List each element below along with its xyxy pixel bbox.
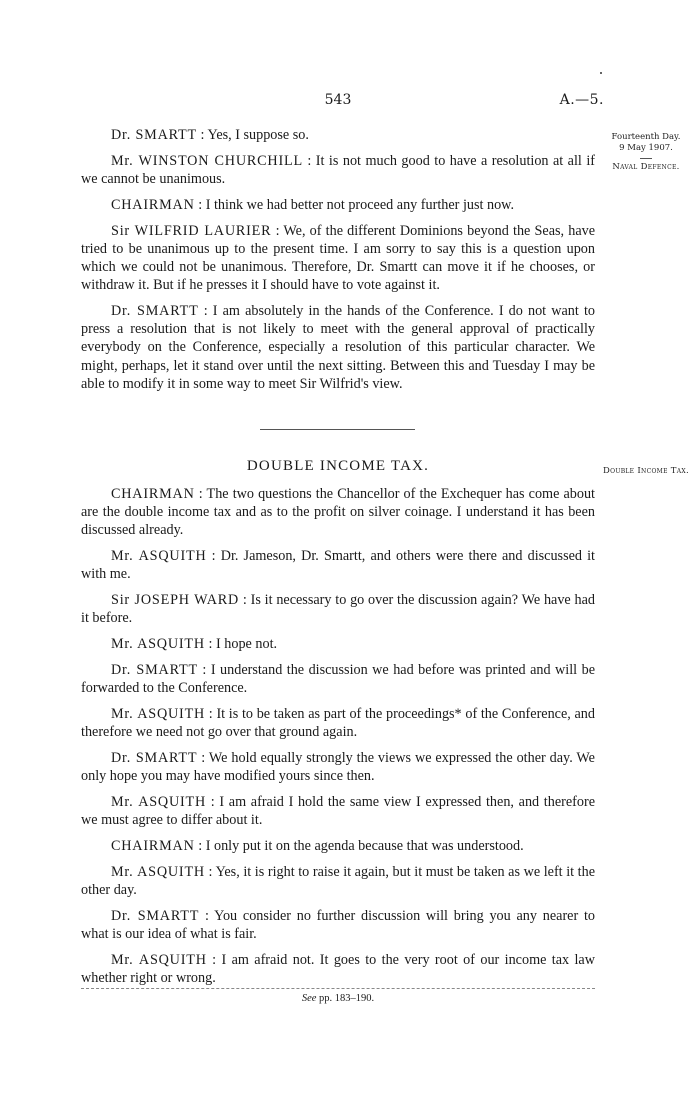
speech-text: We, of the different Dominions beyond the Seas, have tried to be unanimous up to the present time. I am sorry to say this is a question upon which we could not be unanimous. Therefore, Dr. Smartt can move it if he chooses, or withdraw it. But if he presses it I should have to vote against it. <box>81 222 596 294</box>
paragraph: Sir WILFRID LAURIER : We, of the different Dominions beyond the Seas, have tried to be unanimous up to the present time. I am sorry to say this is a question upon which we could not be unanimous. Therefore, Dr. Smartt can move it if he chooses, or withdraw it. But if he presses it I should have to vote against it. <box>81 222 596 294</box>
speech-text: We hold equally strongly the views we expressed the other day. We only hope you may have modified yours since then. <box>81 750 595 785</box>
speech-text: I am absolutely in the hands of the Conference. I do not want to press a resolution that is not likely to meet with the general approval of practically everybody on the Conference, especially a resolution of this particular character. We might, perhaps, let it stand over until the next sitting. Between this and Tuesday I may be able to modify it in some way to meet Sir Wilfrid's view. <box>81 303 595 392</box>
margin-note-section-label: Double Income Tax. <box>603 466 689 476</box>
speaker-name: Sir JOSEPH WARD <box>111 592 240 609</box>
page-number: 543 <box>324 92 352 108</box>
section-1-body <box>81 126 595 401</box>
paragraph: Dr. SMARTT : I understand the discussion we had before was printed and will be forwarded to the Conference. <box>81 662 595 697</box>
speaker-name: Sir WILFRID LAURIER <box>111 222 272 239</box>
speech-text: I hope not. <box>215 636 278 653</box>
paragraph: Mr. ASQUITH : Dr. Jameson, Dr. Smartt, and others were there and discussed it with me. <box>81 548 595 583</box>
paragraph: CHAIRMAN : I think we had better not proceed any further just now. <box>111 196 515 213</box>
speaker-name: Dr. SMARTT <box>111 907 200 924</box>
speaker-name: Mr. ASQUITH <box>111 706 206 722</box>
speaker-name: Mr. WINSTON CHURCHILL <box>111 152 303 169</box>
speech-text: I only put it on the agenda because that was understood. <box>205 838 524 854</box>
speaker-name: Dr. SMARTT <box>111 127 197 143</box>
speech-text: I am afraid I hold the same view I expressed then, and therefore we must agree to differ about it. <box>81 794 596 829</box>
speaker-name: CHAIRMAN <box>111 838 195 854</box>
speaker-name: Mr. ASQUITH <box>111 794 207 810</box>
speaker-name: Dr. SMARTT <box>111 750 198 766</box>
paragraph: Mr. ASQUITH : I am afraid I hold the same view I expressed then, and therefore we must agree to differ about it. <box>81 794 596 829</box>
speech-text: It is not much good to have a resolution at all if we cannot be unanimous. <box>81 152 595 187</box>
margin-note-date: 9 May 1907. <box>619 143 673 153</box>
paragraph: Dr. SMARTT : You consider no further discussion will bring you any nearer to what is our idea of what is fair. <box>81 907 595 942</box>
paragraph: CHAIRMAN : I only put it on the agenda because that was understood. <box>111 838 524 854</box>
ink-speck <box>600 72 602 74</box>
speech-text: Dr. Jameson, Dr. Smartt, and others were there and discussed it with me. <box>81 548 595 583</box>
paragraph: Mr. ASQUITH : Yes, it is right to raise it again, but it must be taken as we left it the other day. <box>81 863 595 898</box>
speaker-name: CHAIRMAN <box>111 486 195 502</box>
speech-text: The two questions the Chancellor of the Exchequer has come about are the double income tax and as to the profit on silver coinage. I understand it has been discussed already. <box>81 486 595 539</box>
section-heading: DOUBLE INCOME TAX. <box>246 458 430 474</box>
speech-text: I understand the discussion we had before was printed and will be forwarded to the Conference. <box>81 662 595 697</box>
speech-text: Yes, I suppose so. <box>207 127 309 143</box>
paragraph: Mr. WINSTON CHURCHILL : It is not much good to have a resolution at all if we cannot be unanimous. <box>81 152 595 187</box>
footnote-pages: pp. 183–190. <box>319 993 375 1004</box>
footnote <box>81 993 595 1004</box>
margin-note-section <box>600 466 692 477</box>
speaker-name: Dr. SMARTT <box>111 303 199 319</box>
speaker-name: Mr. ASQUITH <box>111 863 205 880</box>
speech-text: You consider no further discussion will bring you any nearer to what is our idea of what is fair. <box>81 907 595 942</box>
speaker-name: Dr. SMARTT <box>111 662 198 678</box>
paragraph: Sir JOSEPH WARD : Is it necessary to go over the discussion again? We have had it before. <box>81 592 595 627</box>
paragraph: Mr. ASQUITH : It is to be taken as part of the proceedings* of the Conference, and therefore we need not go over that ground again. <box>81 706 595 741</box>
margin-note-rule <box>640 158 652 159</box>
speaker-name: Mr. ASQUITH <box>111 636 205 653</box>
paragraph: Mr. ASQUITH : I hope not. <box>111 636 278 653</box>
speech-text: I am afraid not. It goes to the very root of our income tax law whether right or wrong. <box>81 951 595 986</box>
margin-note-day-date <box>600 132 692 173</box>
section-divider <box>260 429 415 430</box>
margin-note-topic: Naval Defence. <box>612 162 680 172</box>
paragraph: Dr. SMARTT : We hold equally strongly the views we expressed the other day. We only hope you may have modified yours since then. <box>81 750 595 785</box>
speaker-name: CHAIRMAN <box>111 196 195 213</box>
paragraph: Mr. ASQUITH : I am afraid not. It goes to the very root of our income tax law whether right or wrong. <box>81 951 595 986</box>
margin-note-day: Fourteenth Day. <box>611 132 681 142</box>
speech-text: It is to be taken as part of the proceedings* of the Conference, and therefore we need not go over that ground again. <box>81 706 595 741</box>
footnote-see: See <box>301 993 317 1004</box>
footnote-rule <box>81 988 595 989</box>
speech-text: I think we had better not proceed any further just now. <box>205 196 515 213</box>
paragraph: CHAIRMAN : The two questions the Chancellor of the Exchequer has come about are the double income tax and as to the profit on silver coinage. I understand it has been discussed already. <box>81 486 595 539</box>
speaker-name: Mr. ASQUITH <box>111 548 207 565</box>
section-2-body <box>81 485 595 995</box>
section-code: A.—5. <box>559 92 604 108</box>
speaker-name: Mr. ASQUITH <box>111 951 207 968</box>
speech-text: Yes, it is right to raise it again, but it must be taken as we left it the other day. <box>81 863 595 898</box>
paragraph: Dr. SMARTT : I am absolutely in the hands of the Conference. I do not want to press a resolution that is not likely to meet with the general approval of practically everybody on the Conference, especially a resolution of this particular character. We might, perhaps, let it stand over until the next sitting. Between this and Tuesday I may be able to modify it in some way to meet Sir Wilfrid's view. <box>81 303 595 392</box>
paragraph: Dr. SMARTT : Yes, I suppose so. <box>111 127 309 143</box>
speech-text: Is it necessary to go over the discussion again? We have had it before. <box>81 592 595 627</box>
